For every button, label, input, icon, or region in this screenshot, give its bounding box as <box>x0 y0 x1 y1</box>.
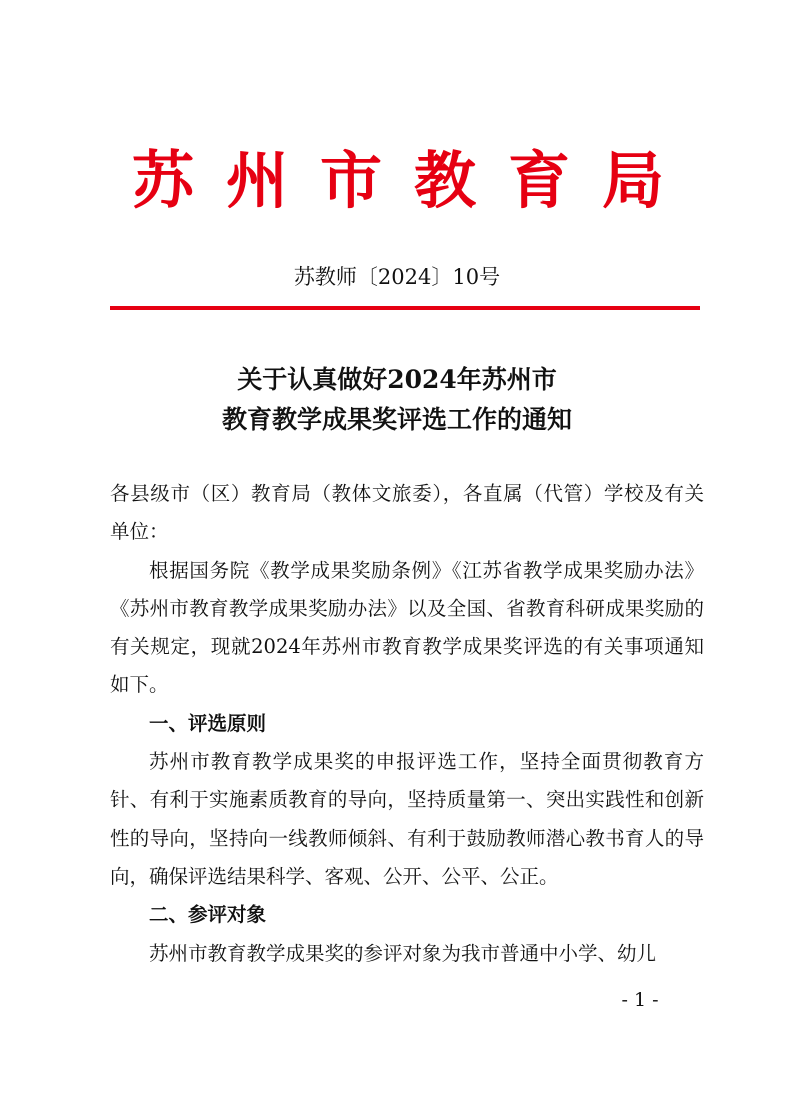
intro-paragraph: 根据国务院《教学成果奖励条例》《江苏省教学成果奖励办法》《苏州市教育教学成果奖励办法》以及全国、省教育科研成果奖励的有关规定，现就2024年苏州市教育教学成果奖评选的有关事项通知如下。 <box>110 558 704 697</box>
section-1-paragraph: 苏州市教育教学成果奖的申报评选工作，坚持全面贯彻教育方针、有利于实施素质教育的导向，坚持质量第一、突出实践性和创新性的导向，坚持向一线教师倾斜、有利于鼓励教师潜心教书育人的导向，确保评选结果科学、客观、公开、公平、公正。 <box>110 750 704 888</box>
title-line-2: 教育教学成果奖评选工作的通知 <box>221 405 572 434</box>
salutation: 各县级市（区）教育局（教体文旅委），各直属（代管）学校及有关单位： <box>110 482 704 544</box>
title-line-1: 关于认真做好2024年苏州市 <box>237 365 557 394</box>
section-2-heading: 二、参评对象 <box>149 903 267 927</box>
section-1-heading: 一、评选原则 <box>149 711 267 735</box>
page-number: - 1 - <box>621 989 659 1011</box>
document-title <box>100 360 694 440</box>
red-divider-line <box>110 306 700 310</box>
document-body <box>110 475 704 973</box>
document-number: 苏教师〔2024〕10号 <box>293 265 501 289</box>
org-title: 苏州市教育局 <box>132 144 697 217</box>
section-2-paragraph: 苏州市教育教学成果奖的参评对象为我市普通中小学、幼儿 <box>149 941 657 965</box>
